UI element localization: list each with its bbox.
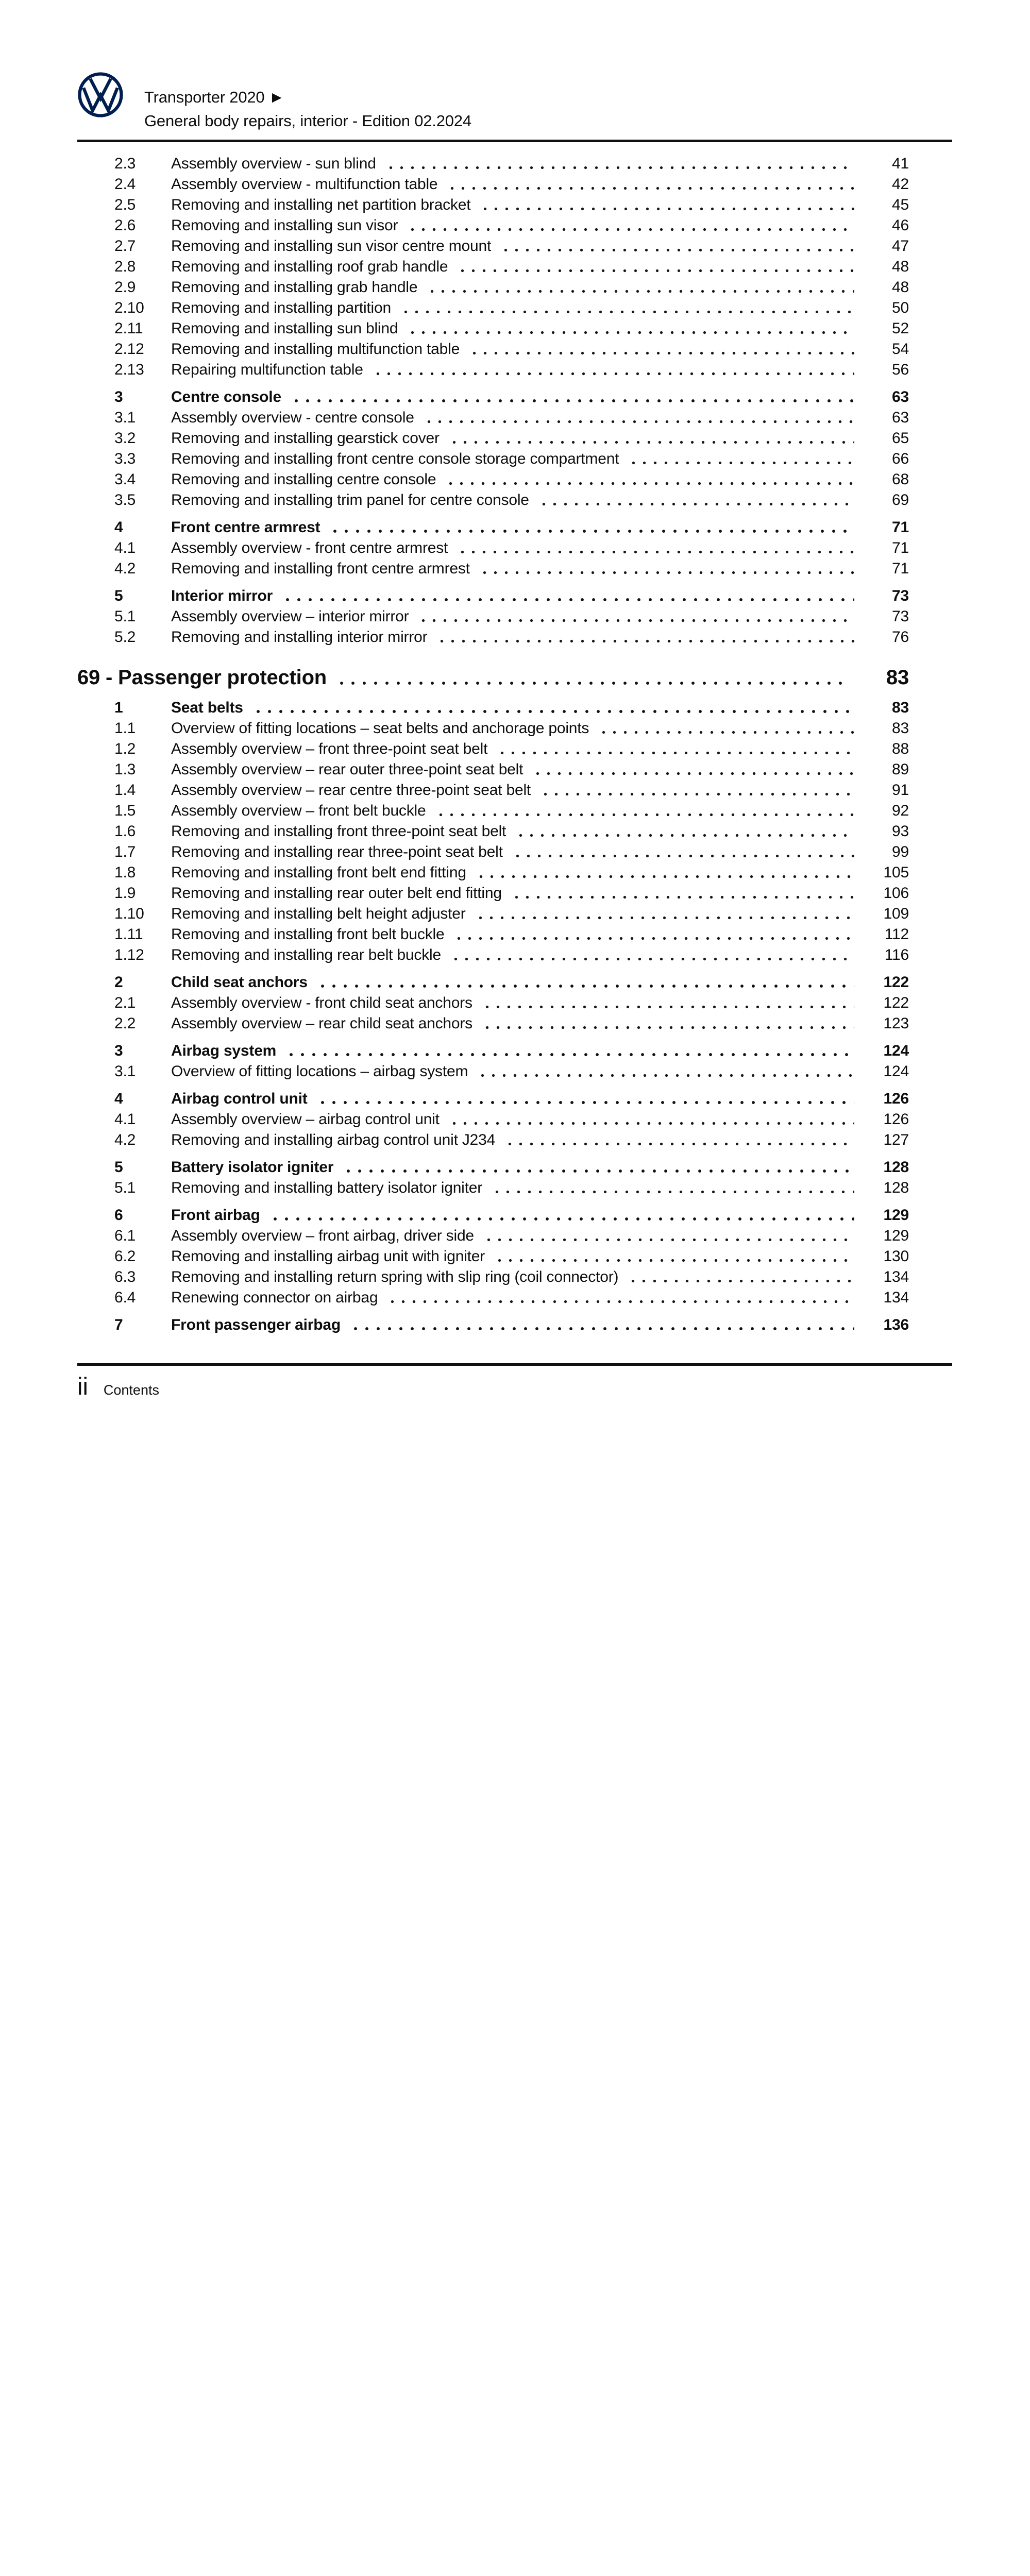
toc-entry [77,1267,952,1287]
toc-entry-title: Removing and installing grab handle [171,279,418,296]
toc-entry-page: 126 [883,1090,909,1107]
toc-entry-title: Removing and installing net partition bracket [171,196,471,213]
page-footer [77,1363,952,1398]
toc-entry-title: Assembly overview – airbag control unit [171,1111,440,1128]
dot-leader [350,1315,854,1335]
toc-entry-page: 73 [892,587,909,604]
toc-entry [77,360,952,380]
toc-entry [77,1205,952,1226]
dot-leader [482,1013,854,1034]
toc-entry-title: Overview of fitting locations – airbag system [171,1063,468,1080]
toc-entry [77,627,952,648]
dot-leader [483,1226,854,1246]
toc-entry-page: 116 [884,946,909,963]
toc-entry-title: Assembly overview - multifunction table [171,176,438,193]
toc-entry [77,339,952,360]
toc-entry-page: 105 [883,864,909,881]
dot-leader [291,387,854,408]
toc-entry-number: 1.2 [114,740,136,757]
toc-entry-title: Repairing multifunction table [171,361,363,378]
toc-entry-title: Removing and installing interior mirror [171,629,428,646]
toc-entry-page: 89 [892,761,909,778]
dot-leader [252,698,854,718]
toc-entry [77,1061,952,1082]
toc-entry [77,1226,952,1246]
toc-entry-title: Assembly overview - front child seat anchors [171,994,472,1011]
toc-entry-page: 128 [883,1179,909,1196]
dot-leader [500,236,854,257]
toc-entry [77,759,952,780]
toc-entry-title: Removing and installing sun visor [171,217,398,234]
toc-entry-title: Removing and installing sun visor centre mount [171,238,492,255]
toc-entry-title: Removing and installing multifunction table [171,341,460,358]
chapter-page-number: 83 [886,666,909,689]
toc-list [77,154,952,1335]
toc-entry-title: Removing and installing partition [171,299,391,316]
toc-entry [77,517,952,538]
dot-leader [329,517,854,538]
dot-leader [532,759,854,780]
toc-entry [77,1041,952,1061]
toc-entry-number: 1.10 [114,905,144,922]
toc-entry-number: 4.2 [114,1131,136,1148]
toc-entry-title: Assembly overview – rear centre three-point seat belt [171,782,531,799]
toc-entry-title: Removing and installing front belt buckle [171,926,445,943]
toc-entry-number: 5.2 [114,629,136,646]
toc-entry [77,1315,952,1335]
toc-entry-number: 5.1 [114,608,136,625]
toc-entry [77,318,952,339]
toc-entry-title: Front passenger airbag [171,1316,341,1333]
toc-entry-page: 46 [892,217,909,234]
toc-entry-title: Removing and installing rear outer belt end fitting [171,885,502,902]
toc-entry-title: Removing and installing trim panel for centre console [171,492,529,509]
dot-leader [457,538,854,558]
toc-entry-number: 1.4 [114,782,136,799]
toc-entry-title: Assembly overview - sun blind [171,155,376,172]
dot-leader [387,1287,854,1308]
toc-entry [77,257,952,277]
toc-entry-title: Assembly overview - centre console [171,409,414,426]
toc-entry-number: 4 [114,1090,123,1107]
toc-entry-number: 1.6 [114,823,136,840]
toc-entry-page: 134 [883,1289,909,1306]
dot-leader [269,1205,854,1226]
toc-entry [77,1157,952,1178]
dot-leader [476,862,854,883]
toc-entry-page: 65 [892,430,909,447]
toc-entry-number: 5 [114,587,123,604]
dot-leader [479,558,854,579]
dot-leader [400,298,854,318]
dot-leader [282,586,854,606]
toc-entry [77,904,952,924]
toc-entry [77,698,952,718]
toc-entry-title: Airbag system [171,1042,277,1059]
toc-entry-number: 3.4 [114,471,136,488]
toc-entry [77,1178,952,1198]
footer-contents-label: Contents [103,1382,159,1398]
toc-entry-page: 109 [883,905,909,922]
toc-entry-number: 3.2 [114,430,136,447]
toc-entry-page: 91 [892,782,909,799]
toc-entry-number: 2.11 [114,320,143,337]
toc-entry [77,490,952,511]
toc-entry-page: 63 [892,388,909,405]
toc-entry-page: 45 [892,196,909,213]
toc-entry-number: 3.5 [114,492,136,509]
toc-entry-number: 2 [114,974,123,991]
dot-leader [512,842,854,862]
toc-entry [77,538,952,558]
toc-entry-page: 48 [892,279,909,296]
toc-entry-number: 2.8 [114,258,136,275]
toc-entry-page: 99 [892,843,909,860]
dot-leader [494,1246,854,1267]
dot-leader [373,360,854,380]
toc-entry [77,154,952,174]
toc-entry [77,428,952,449]
toc-entry [77,1130,952,1150]
toc-entry-page: 71 [892,519,909,536]
toc-entry-number: 3 [114,1042,123,1059]
toc-entry [77,387,952,408]
toc-entry-title: Removing and installing rear belt buckle [171,946,441,963]
toc-entry-number: 3.1 [114,1063,136,1080]
toc-entry-title: Assembly overview – rear child seat anchors [171,1015,472,1032]
toc-entry-title: Overview of fitting locations – seat belts and anchorage points [171,720,589,737]
toc-entry-title: Airbag control unit [171,1090,308,1107]
toc-entry-number: 6.3 [114,1268,136,1285]
toc-entry [77,1246,952,1267]
toc-entry-number: 5.1 [114,1179,136,1196]
dot-leader [598,718,854,739]
toc-entry-page: 54 [892,341,909,358]
dot-leader [407,215,854,236]
toc-entry-number: 2.4 [114,176,136,193]
toc-entry-page: 126 [883,1111,909,1128]
toc-entry-page: 83 [892,699,909,716]
header-text [144,86,471,133]
toc-entry-title: Removing and installing centre console [171,471,436,488]
page-header [77,0,952,133]
toc-entry-number: 3.3 [114,450,136,467]
toc-entry [77,277,952,298]
toc-entry [77,924,952,945]
dot-leader [492,1178,854,1198]
toc-entry-number: 6 [114,1207,123,1224]
dot-leader [469,339,854,360]
footer-rule [77,1363,952,1366]
dot-leader [628,1267,854,1287]
toc-entry-title: Removing and installing front centre armrest [171,560,470,577]
toc-chapter-heading [77,664,952,691]
dot-leader [427,277,854,298]
toc-entry-title: Removing and installing front three-point seat belt [171,823,506,840]
toc-entry-title: Assembly overview – front three-point seat belt [171,740,488,757]
toc-entry-number: 2.1 [114,994,136,1011]
toc-entry [77,195,952,215]
footer-page-number: ii [77,1372,88,1400]
toc-entry-page: 76 [892,629,909,646]
toc-entry-title: Assembly overview – rear outer three-point seat belt [171,761,524,778]
toc-entry [77,174,952,195]
toc-entry-page: 69 [892,492,909,509]
toc-entry-number: 2.9 [114,279,136,296]
model-line: Transporter 2020 ► [144,88,285,106]
toc-entry-page: 63 [892,409,909,426]
dot-leader [424,408,854,428]
toc-entry-number: 2.10 [114,299,144,316]
toc-entry-number: 6.4 [114,1289,136,1306]
toc-entry-number: 1.1 [114,720,136,737]
toc-entry-number: 1 [114,699,123,716]
header-rule [77,140,952,142]
toc-entry-number: 3 [114,388,123,405]
toc-entry-page: 47 [892,238,909,255]
chapter-label: 69 - Passenger protection [77,666,327,689]
toc-entry-number: 6.2 [114,1248,136,1265]
toc-entry-title: Front centre armrest [171,519,320,536]
toc-entry-page: 88 [892,740,909,757]
dot-leader [511,883,854,904]
dot-leader [480,195,854,215]
toc-entry-number: 2.2 [114,1015,136,1032]
toc-entry [77,586,952,606]
toc-entry-page: 112 [884,926,909,943]
toc-entry-page: 122 [883,994,909,1011]
toc-entry-page: 129 [883,1207,909,1224]
toc-entry-number: 3.1 [114,409,136,426]
toc-entry [77,972,952,993]
footer-line [77,1374,952,1398]
toc-entry-title: Removing and installing gearstick cover [171,430,440,447]
toc-entry-page: 127 [883,1131,909,1148]
dot-leader [504,1130,854,1150]
toc-entry-page: 93 [892,823,909,840]
dot-leader [457,257,854,277]
toc-entry [77,739,952,759]
toc-entry [77,718,952,739]
toc-entry-page: 123 [883,1015,909,1032]
toc-entry-number: 2.5 [114,196,136,213]
toc-entry-title: Removing and installing roof grab handle [171,258,448,275]
toc-entry-number: 5 [114,1159,123,1176]
toc-entry-number: 1.7 [114,843,136,860]
toc-entry-page: 71 [892,560,909,577]
dot-leader [418,606,854,627]
vw-logo-icon [77,71,124,118]
toc-entry-number: 2.13 [114,361,144,378]
dot-leader [317,972,854,993]
toc-entry-title: Removing and installing battery isolator igniter [171,1179,483,1196]
dot-leader [317,1089,854,1109]
toc-entry [77,862,952,883]
toc-entry-title: Removing and installing airbag unit with igniter [171,1248,485,1265]
toc-entry-title: Removing and installing front centre console storage compartment [171,450,619,467]
toc-entry-number: 1.11 [114,926,143,943]
toc-entry-title: Front airbag [171,1207,260,1224]
dot-leader [447,174,854,195]
toc-entry-number: 7 [114,1316,123,1333]
toc-entry-page: 129 [883,1227,909,1244]
toc-entry-page: 134 [883,1268,909,1285]
toc-entry-page: 136 [883,1316,909,1333]
toc-entry-page: 68 [892,471,909,488]
dot-leader [407,318,854,339]
toc-entry-number: 4.1 [114,1111,136,1128]
toc-entry [77,558,952,579]
toc-entry-title: Removing and installing front belt end fitting [171,864,466,881]
toc-entry [77,993,952,1013]
toc-entry-title: Child seat anchors [171,974,308,991]
dot-leader [482,993,854,1013]
toc-entry-title: Assembly overview - front centre armrest [171,539,448,556]
toc-entry-page: 122 [883,974,909,991]
dot-leader [435,801,855,821]
dot-leader [336,664,850,691]
dot-leader [497,739,854,759]
toc-entry [77,883,952,904]
toc-entry-title: Renewing connector on airbag [171,1289,378,1306]
dot-leader [450,945,854,965]
toc-entry-title: Seat belts [171,699,243,716]
toc-entry-number: 1.3 [114,761,136,778]
toc-entry-title: Battery isolator igniter [171,1159,334,1176]
toc-entry-title: Removing and installing sun blind [171,320,398,337]
toc-entry [77,1109,952,1130]
toc-entry [77,449,952,469]
dot-leader [385,154,854,174]
toc-entry [77,408,952,428]
vw-logo-graphic [77,71,124,118]
toc-entry-page: 106 [883,885,909,902]
toc-entry-number: 1.5 [114,802,136,819]
dot-leader [445,469,854,490]
toc-entry [77,606,952,627]
dot-leader [453,924,854,945]
toc-entry-title: Removing and installing belt height adjuster [171,905,466,922]
toc-entry-title: Assembly overview – front airbag, driver side [171,1227,474,1244]
dot-leader [449,428,854,449]
toc-entry [77,945,952,965]
dot-leader [449,1109,854,1130]
toc-entry-page: 56 [892,361,909,378]
toc-entry-page: 48 [892,258,909,275]
toc-entry [77,842,952,862]
toc-entry-number: 2.6 [114,217,136,234]
toc-entry [77,1287,952,1308]
dot-leader [436,627,854,648]
toc-entry-title: Removing and installing return spring with slip ring (coil connector) [171,1268,619,1285]
dot-leader [285,1041,854,1061]
dot-leader [343,1157,854,1178]
toc-entry [77,1089,952,1109]
toc-entry-page: 66 [892,450,909,467]
toc-entry-number: 2.3 [114,155,136,172]
toc-entry-page: 130 [883,1248,909,1265]
toc-entry-page: 41 [892,155,909,172]
toc-entry-number: 6.1 [114,1227,136,1244]
manual-title: General body repairs, interior - Edition 02.2024 [144,112,471,130]
toc-entry [77,821,952,842]
toc-entry-number: 4.1 [114,539,136,556]
toc-entry-page: 92 [892,802,909,819]
toc-entry-page: 128 [883,1159,909,1176]
dot-leader [515,821,854,842]
toc-entry [77,801,952,821]
toc-entry-page: 52 [892,320,909,337]
toc-entry-page: 71 [892,539,909,556]
toc-entry-title: Removing and installing airbag control unit J234 [171,1131,496,1148]
toc-entry-title: Interior mirror [171,587,273,604]
dot-leader [477,1061,854,1082]
toc-entry [77,215,952,236]
toc-entry [77,469,952,490]
toc-entry-number: 1.12 [114,946,144,963]
toc-entry-title: Removing and installing rear three-point seat belt [171,843,503,860]
toc-entry-page: 124 [883,1042,909,1059]
dot-leader [628,449,854,469]
toc-entry [77,780,952,801]
toc-entry-page: 50 [892,299,909,316]
toc-entry-page: 73 [892,608,909,625]
toc-entry-title: Assembly overview – front belt buckle [171,802,426,819]
toc-entry-title: Centre console [171,388,281,405]
dot-leader [538,490,854,511]
toc-entry [77,1013,952,1034]
toc-entry-page: 124 [883,1063,909,1080]
toc-entry-number: 4 [114,519,123,536]
toc-entry-title: Assembly overview – interior mirror [171,608,409,625]
toc-entry-number: 1.8 [114,864,136,881]
toc-entry-number: 2.12 [114,341,144,358]
toc-entry-page: 83 [892,720,909,737]
toc-entry [77,298,952,318]
toc-entry-number: 1.9 [114,885,136,902]
toc-entry-number: 2.7 [114,238,136,255]
dot-leader [540,780,854,801]
toc-entry [77,236,952,257]
toc-entry-number: 4.2 [114,560,136,577]
dot-leader [475,904,854,924]
toc-entry-page: 42 [892,176,909,193]
